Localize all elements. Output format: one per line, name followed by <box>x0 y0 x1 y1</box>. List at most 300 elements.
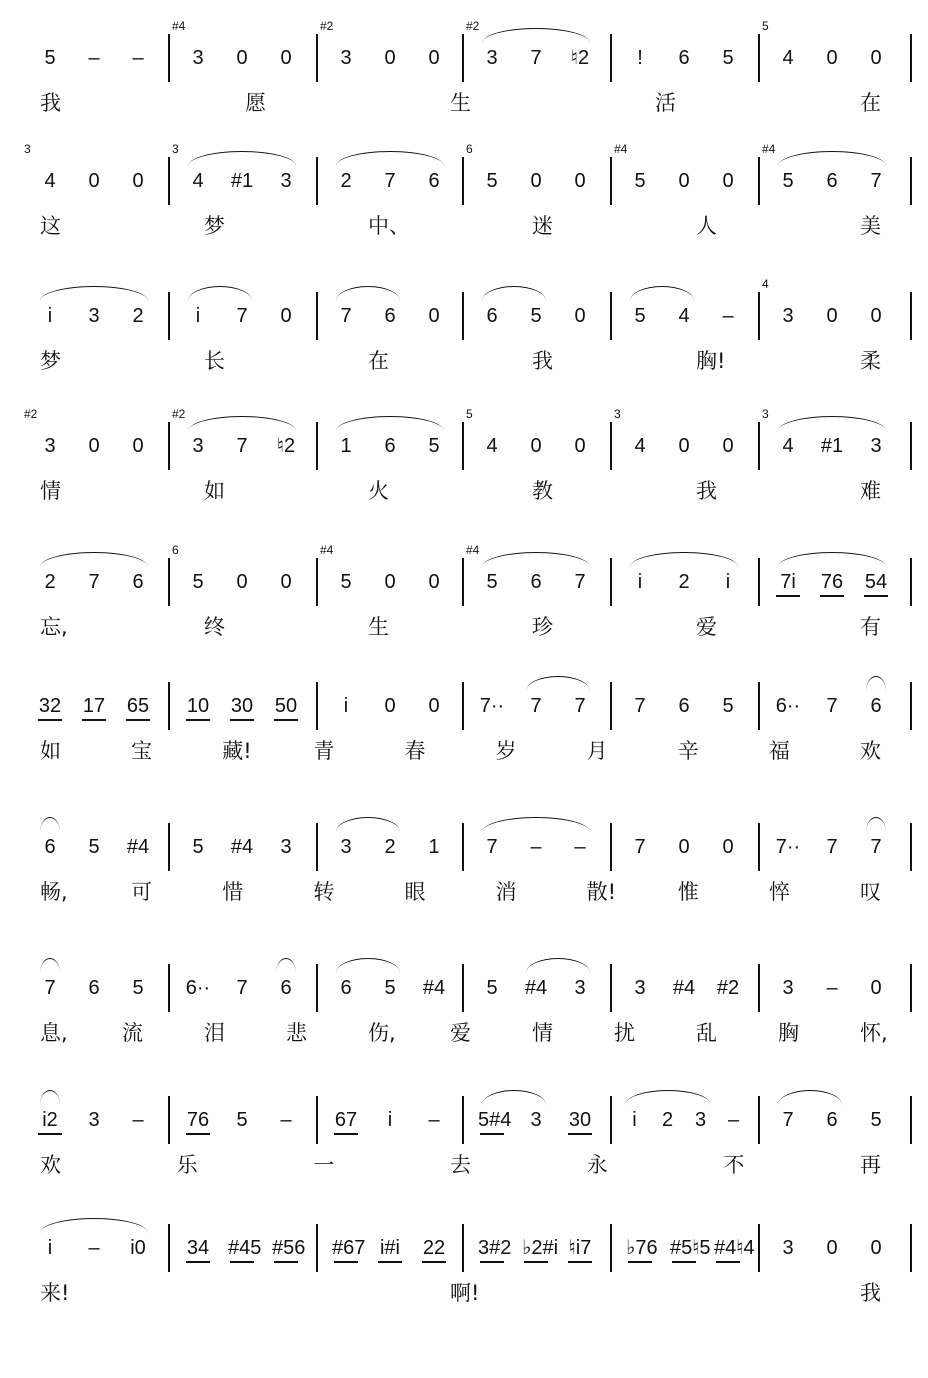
note: 5 6 <box>172 543 204 593</box>
eighth-underline <box>422 1261 446 1263</box>
note: #45 <box>228 1236 256 1260</box>
note: 0 <box>574 305 586 327</box>
note: 6 <box>870 695 882 717</box>
note: 0 <box>384 47 396 69</box>
note: – <box>530 836 542 858</box>
note: 4 3 <box>172 142 204 192</box>
note: 76 <box>818 570 846 594</box>
barline <box>316 964 318 1012</box>
lyric-syllable: 流 <box>122 1021 143 1045</box>
lyric-syllable: 辛 <box>677 739 699 763</box>
eighth-underline <box>38 1133 62 1135</box>
note: ♭76 <box>626 1236 654 1260</box>
grace-accidental: 4 <box>762 277 769 291</box>
note: ♮2 <box>570 47 590 69</box>
lyric-syllable: 生 <box>450 91 471 115</box>
note: 3 #2 <box>24 407 56 457</box>
note: 0 <box>530 170 542 192</box>
note: 22 <box>420 1236 448 1260</box>
note: 6 <box>280 977 292 999</box>
note: 5 <box>634 305 646 327</box>
barline <box>462 422 464 470</box>
eighth-underline <box>480 1261 504 1263</box>
lyric-syllable: 扰 <box>614 1021 635 1045</box>
note: 6 <box>678 695 690 717</box>
note: ♮i7 <box>566 1236 594 1260</box>
eighth-underline <box>126 719 150 721</box>
note: 3 <box>88 1109 100 1131</box>
note: 30 <box>228 694 256 718</box>
note: 0 <box>870 47 882 69</box>
note: 5 <box>486 977 498 999</box>
lyric-syllable: 再 <box>860 1153 881 1177</box>
note: 4 <box>678 305 690 327</box>
note: #4 <box>126 836 150 858</box>
grace-accidental: 6 <box>466 142 473 156</box>
barline <box>610 1096 612 1144</box>
note: i <box>637 571 643 593</box>
note: 0 <box>236 571 248 593</box>
note: i <box>47 305 53 327</box>
lyric-syllable: 散! <box>586 880 617 904</box>
note: 0 <box>826 47 838 69</box>
note: 0 <box>826 1237 838 1259</box>
lyric-syllable: 情 <box>532 1021 553 1045</box>
note: #4 <box>672 977 696 999</box>
lyric-syllable: 火 <box>368 479 389 503</box>
barline <box>910 823 912 871</box>
note: 50 <box>272 694 300 718</box>
barline <box>316 34 318 82</box>
eighth-underline <box>378 1261 402 1263</box>
note: 0 <box>428 305 440 327</box>
barline <box>758 292 760 340</box>
note: 3 #2 <box>320 19 352 69</box>
note: – <box>727 1109 740 1131</box>
note: 0 <box>826 305 838 327</box>
note: 3 <box>530 1109 542 1131</box>
barline <box>758 1224 760 1272</box>
note: 2 <box>44 571 56 593</box>
note: #4 <box>422 977 446 999</box>
note: – <box>88 1237 100 1259</box>
note: – <box>132 47 144 69</box>
lyric-syllable: 月 <box>586 739 608 763</box>
grace-accidental: #2 <box>24 407 38 421</box>
note: 6·· <box>185 977 211 999</box>
lyric-syllable: 胸 <box>778 1021 799 1045</box>
note: 5 <box>384 977 396 999</box>
note: 3 <box>88 305 100 327</box>
note: – <box>722 305 734 327</box>
eighth-underline <box>568 1261 592 1263</box>
note: 7i <box>774 570 802 594</box>
lyric-syllable: 乐 <box>176 1153 198 1177</box>
note: 17 <box>80 694 108 718</box>
note: 2 <box>661 1109 674 1131</box>
eighth-underline <box>186 1261 210 1263</box>
lyric-syllable: 梦 <box>204 214 225 238</box>
note: 5 <box>530 305 542 327</box>
note: #1 <box>820 435 844 457</box>
lyric-syllable: 不 <box>723 1153 745 1177</box>
note: 0 <box>236 47 248 69</box>
lyric-syllable: 去 <box>450 1153 471 1177</box>
note: – <box>428 1109 440 1131</box>
lyric-syllable: 息, <box>40 1021 68 1045</box>
staff-system <box>0 407 928 576</box>
barline <box>168 1224 170 1272</box>
note: 6 <box>826 1109 838 1131</box>
lyric-syllable: 欢 <box>860 739 881 763</box>
note: 6 <box>530 571 542 593</box>
barline <box>168 558 170 606</box>
note: i <box>195 305 201 327</box>
lyric-syllable: 啊! <box>450 1281 480 1305</box>
lyric-syllable: 生 <box>368 615 389 639</box>
note: 7 <box>88 571 100 593</box>
lyric-syllable: 爱 <box>450 1021 471 1045</box>
note: 4 3 <box>24 142 56 192</box>
note: #1 <box>230 170 254 192</box>
note: 7 <box>236 977 248 999</box>
lyric-syllable: 教 <box>532 479 553 503</box>
lyric-syllable: 我 <box>532 349 553 373</box>
note: 7 <box>44 977 56 999</box>
note: 6 <box>678 47 690 69</box>
barline <box>910 1224 912 1272</box>
note: 0 <box>678 170 690 192</box>
barline <box>910 422 912 470</box>
note: 5 6 <box>466 142 498 192</box>
barline <box>910 682 912 730</box>
grace-accidental: #4 <box>466 543 480 557</box>
eighth-underline <box>820 595 844 597</box>
note: 3 <box>280 836 292 858</box>
lyric-syllable: 春 <box>404 739 426 763</box>
note: 7·· <box>775 836 801 858</box>
lyric-syllable: 福 <box>768 739 790 763</box>
barline <box>168 292 170 340</box>
barline <box>462 558 464 606</box>
note: 3 <box>574 977 586 999</box>
note: 0 <box>428 47 440 69</box>
grace-accidental: 3 <box>614 407 621 421</box>
barline <box>316 157 318 205</box>
barline <box>910 964 912 1012</box>
note: 5 #4 <box>614 142 646 192</box>
lyric-syllable: 来! <box>40 1281 70 1305</box>
grace-accidental: 3 <box>762 407 769 421</box>
note: 0 <box>132 435 144 457</box>
note: 7·· <box>479 695 505 717</box>
note: #5♮5 <box>670 1236 698 1260</box>
note: 3 #2 <box>466 19 498 69</box>
slur <box>482 28 590 43</box>
note: 2 <box>678 571 690 593</box>
grace-accidental: 5 <box>466 407 473 421</box>
barline <box>316 1096 318 1144</box>
note: 2 <box>340 170 352 192</box>
note: 4 3 <box>614 407 646 457</box>
note: 54 <box>862 570 890 594</box>
note: – <box>826 977 838 999</box>
note: i2 <box>36 1108 64 1132</box>
eighth-underline <box>716 1261 740 1263</box>
lyric-syllable: 我 <box>40 91 61 115</box>
note: 7 <box>384 170 396 192</box>
note: 0 <box>722 435 734 457</box>
note: 5 <box>236 1109 248 1131</box>
lyric-syllable: 终 <box>204 615 225 639</box>
barline <box>462 1224 464 1272</box>
note: 7 <box>236 435 248 457</box>
barline <box>462 157 464 205</box>
note: 6 <box>132 571 144 593</box>
note: 7 <box>826 695 838 717</box>
note: 6 <box>428 170 440 192</box>
note: 3 #2 <box>172 407 204 457</box>
note: ♭2#i <box>522 1236 550 1260</box>
lyric-syllable: 如 <box>204 479 225 503</box>
note: 4 5 <box>762 19 794 69</box>
staff-system <box>0 1237 928 1378</box>
note: 0 <box>870 305 882 327</box>
note: – <box>132 1109 144 1131</box>
barline <box>316 422 318 470</box>
eighth-underline <box>334 1261 358 1263</box>
barline <box>462 34 464 82</box>
barline <box>610 1224 612 1272</box>
grace-accidental: #4 <box>320 543 334 557</box>
note: 5 <box>428 435 440 457</box>
lyric-syllable: 眼 <box>404 880 426 904</box>
lyric-syllable: 中、 <box>368 214 410 238</box>
barline <box>758 422 760 470</box>
barline <box>610 964 612 1012</box>
lyric-syllable: 情 <box>40 479 61 503</box>
note: 0 <box>280 47 292 69</box>
note: #67 <box>332 1236 360 1260</box>
lyric-syllable: 我 <box>860 1281 881 1305</box>
lyric-syllable: 一 <box>313 1153 335 1177</box>
note: i <box>387 1109 393 1131</box>
barline <box>316 823 318 871</box>
note: 6 <box>384 305 396 327</box>
note: 3 4 <box>762 277 794 327</box>
barline <box>462 1096 464 1144</box>
note: 7 <box>634 836 646 858</box>
note: 6 <box>384 435 396 457</box>
note: 6·· <box>775 695 801 717</box>
note: 7 <box>236 305 248 327</box>
eighth-underline <box>334 1133 358 1135</box>
lyric-syllable: 青 <box>313 739 335 763</box>
barline <box>610 292 612 340</box>
lyric-syllable: 这 <box>40 214 61 238</box>
barline <box>910 558 912 606</box>
note: 7 <box>530 695 542 717</box>
note: #4♮4 <box>714 1236 742 1260</box>
note: 0 <box>384 695 396 717</box>
eighth-underline <box>274 719 298 721</box>
lyric-syllable: 胸! <box>696 349 726 373</box>
grace-accidental: #2 <box>172 407 186 421</box>
note: 0 <box>678 435 690 457</box>
note: 5 <box>132 977 144 999</box>
note: #4 <box>524 977 548 999</box>
note: 5 <box>192 836 204 858</box>
staff-system <box>0 543 928 712</box>
note: 0 <box>280 305 292 327</box>
eighth-underline <box>186 1133 210 1135</box>
eighth-underline <box>82 719 106 721</box>
eighth-underline <box>628 1261 652 1263</box>
lyric-syllable: 爱 <box>696 615 717 639</box>
note: i <box>47 1237 53 1259</box>
grace-accidental: #4 <box>762 142 776 156</box>
lyric-syllable: 柔 <box>860 349 881 373</box>
note: 7 <box>530 47 542 69</box>
note: 5 #4 <box>320 543 352 593</box>
note: 7 <box>574 695 586 717</box>
barline <box>316 292 318 340</box>
staff-system <box>0 836 928 977</box>
lyric-syllable: 愿 <box>245 91 266 115</box>
barline <box>462 292 464 340</box>
note: 7 <box>634 695 646 717</box>
note: 7 <box>340 305 352 327</box>
note: 10 <box>184 694 212 718</box>
note: 1 <box>428 836 440 858</box>
lyric-syllable: 宝 <box>131 739 153 763</box>
note: i#i <box>376 1236 404 1260</box>
note: 7 <box>870 170 882 192</box>
grace-accidental: 3 <box>24 142 31 156</box>
grace-accidental: 3 <box>172 142 179 156</box>
grace-accidental: #4 <box>614 142 628 156</box>
note: 0 <box>428 571 440 593</box>
eighth-underline <box>274 1261 298 1263</box>
barline <box>610 422 612 470</box>
barline <box>910 1096 912 1144</box>
barline <box>758 157 760 205</box>
lyric-syllable: 畅, <box>40 880 68 904</box>
lyric-syllable: 忘, <box>40 615 68 639</box>
note: – <box>88 47 100 69</box>
note: 0 <box>280 571 292 593</box>
note: 76 <box>184 1108 212 1132</box>
note: 3#2 <box>478 1236 506 1260</box>
note: 67 <box>332 1108 360 1132</box>
note: 5 #4 <box>466 543 498 593</box>
note: i <box>725 571 731 593</box>
note: 0 <box>88 170 100 192</box>
note: 6 <box>44 836 56 858</box>
lyric-syllable: 长 <box>204 349 225 373</box>
eighth-underline <box>864 595 888 597</box>
barline <box>168 964 170 1012</box>
grace-accidental: #2 <box>466 19 480 33</box>
note: 3 <box>782 977 794 999</box>
note: 0 <box>574 435 586 457</box>
barline <box>758 1096 760 1144</box>
note: 3 <box>694 1109 707 1131</box>
lyric-syllable: 迷 <box>532 214 553 238</box>
eighth-underline <box>480 1133 504 1135</box>
note: 7 <box>826 836 838 858</box>
eighth-underline <box>230 1261 254 1263</box>
note: 3 <box>782 1237 794 1259</box>
eighth-underline <box>524 1261 548 1263</box>
note: 30 <box>566 1108 594 1132</box>
note: 3 <box>280 170 292 192</box>
lyric-syllable: 伤, <box>368 1021 396 1045</box>
barline <box>610 34 612 82</box>
lyric-syllable: 永 <box>586 1153 608 1177</box>
lyric-syllable: 如 <box>40 739 61 763</box>
lyric-syllable: 我 <box>696 479 717 503</box>
note: 1 <box>340 435 352 457</box>
note: – <box>280 1109 292 1131</box>
note: 5#4 <box>478 1108 506 1132</box>
barline <box>462 682 464 730</box>
note: 7 <box>782 1109 794 1131</box>
lyric-syllable: 惟 <box>677 880 699 904</box>
note: 2 <box>384 836 396 858</box>
eighth-underline <box>672 1261 696 1263</box>
note: 6 <box>826 170 838 192</box>
note: 3 <box>340 836 352 858</box>
note: – <box>574 836 586 858</box>
barline <box>168 682 170 730</box>
eighth-underline <box>568 1133 592 1135</box>
note: 7 <box>870 836 882 858</box>
grace-accidental: #2 <box>320 19 334 33</box>
note: 0 <box>88 435 100 457</box>
lyric-syllable: 在 <box>860 91 881 115</box>
note: 0 <box>530 435 542 457</box>
note: #2 <box>716 977 740 999</box>
staff-system <box>0 142 928 311</box>
barline <box>758 682 760 730</box>
barline <box>758 558 760 606</box>
note: 5 <box>722 695 734 717</box>
note: 7 <box>574 571 586 593</box>
note: #56 <box>272 1236 300 1260</box>
note: 3 <box>870 435 882 457</box>
barline <box>316 1224 318 1272</box>
note: 3 <box>634 977 646 999</box>
note: 32 <box>36 694 64 718</box>
note: 0 <box>870 977 882 999</box>
lyric-syllable: 藏! <box>222 739 252 763</box>
note: 0 <box>722 170 734 192</box>
lyric-syllable: 叹 <box>860 880 881 904</box>
note: 0 <box>574 170 586 192</box>
lyric-syllable: 人 <box>696 214 717 238</box>
barline <box>168 823 170 871</box>
eighth-underline <box>38 719 62 721</box>
barline <box>910 292 912 340</box>
lyric-syllable: 泪 <box>204 1021 225 1045</box>
staff-system <box>0 695 928 836</box>
note: 6 <box>486 305 498 327</box>
note: 7 <box>486 836 498 858</box>
note: 3 #4 <box>172 19 204 69</box>
lyric-syllable: 怀, <box>860 1021 888 1045</box>
lyric-syllable: 欢 <box>40 1153 61 1177</box>
